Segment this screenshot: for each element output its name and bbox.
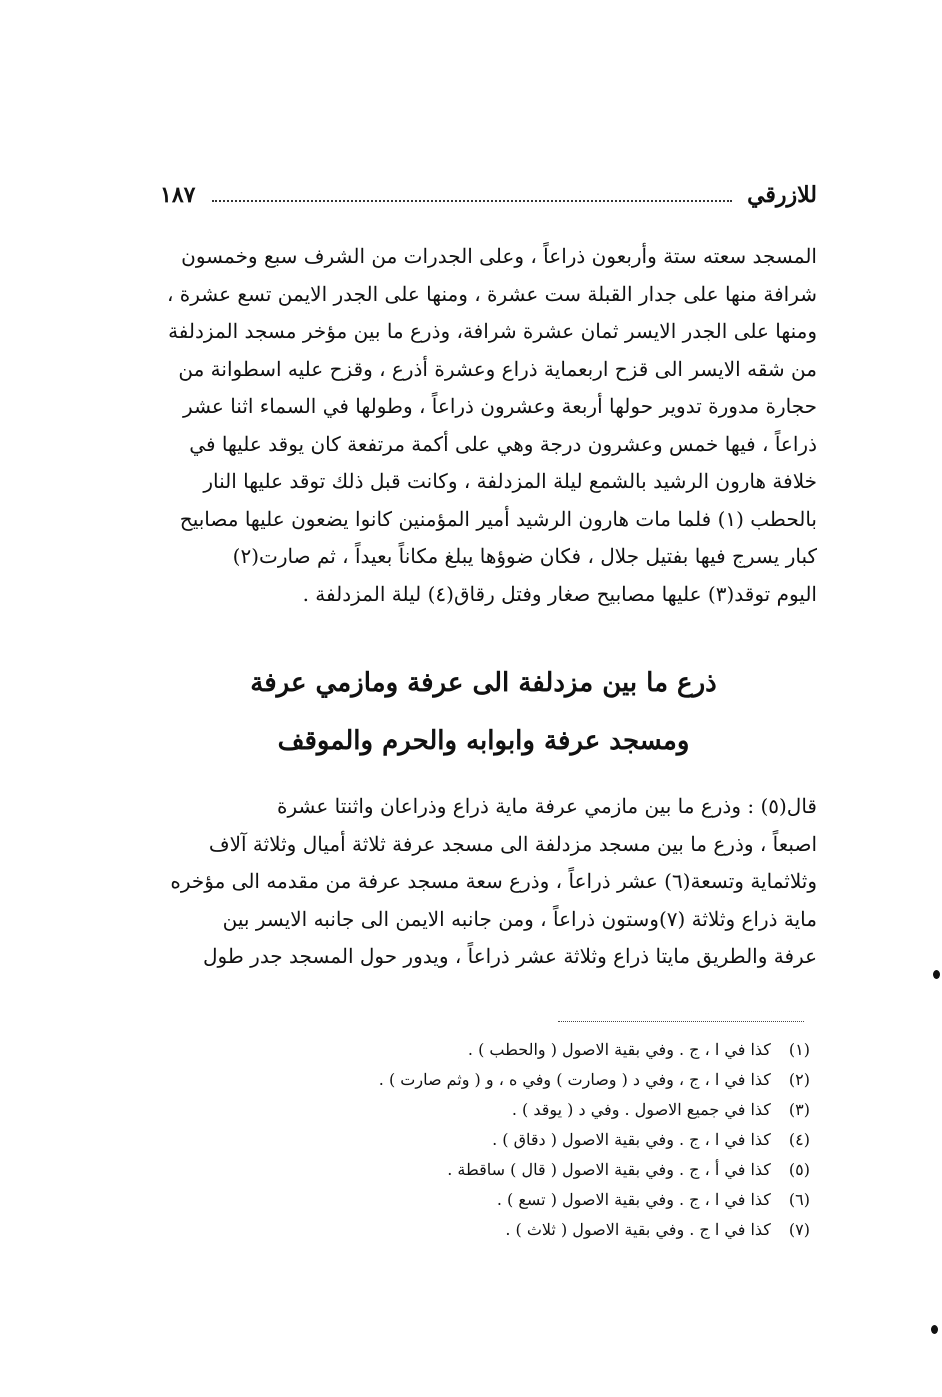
- section-heading-line-1: ذرع ما بين مزدلفة الى عرفة ومازمي عرفة: [250, 668, 717, 698]
- footnote-number: (٥): [788, 1160, 810, 1179]
- footnote-item: [250, 1185, 810, 1215]
- text-line: حجارة مدورة تدوير حولها أربعة وعشرون ذراعاً ، وطولها في السماء اثنا عشر: [183, 394, 817, 418]
- text-line: بالحطب (١) فلما مات هارون الرشيد أمير المؤمنين كانوا يضعون عليها مصابيح: [179, 506, 817, 531]
- footnote-text: كذا في ا ج . وفي بقية الاصول ( ثلاث ) .: [505, 1220, 771, 1239]
- footnote-number: (١): [788, 1040, 810, 1059]
- footnote-text: كذا في ا ، ج . وفي بقية الاصول ( والحطب ) .: [467, 1040, 771, 1059]
- text-line: المسجد سعته ستة وأربعون ذراعاً ، وعلى الجدرات من الشرف سبع وخمسون: [181, 244, 817, 268]
- text-line: اليوم توقد(٣) عليها مصابيح صغار وفتل رقاق(٤) ليلة المزدلفة .: [302, 581, 817, 606]
- text-line: اصبعاً ، وذرع ما بين مسجد مزدلفة الى مسجد عرفة ثلاثة أميال وثلاثة آلاف: [208, 831, 817, 856]
- text-line: من شقه الايسر الى قزح اربعماية ذراع وعشرة أذرع ، وقزح عليه اسطوانة من: [178, 356, 817, 381]
- paragraph-2: [150, 788, 817, 976]
- footnote-item: [250, 1155, 810, 1185]
- paragraph-1: [150, 238, 817, 613]
- footnote-number: (٤): [788, 1130, 810, 1149]
- scan-mark: [931, 1325, 938, 1334]
- text-line: وثلاثماية وتسعة(٦) عشر ذراعاً ، وذرع سعة مسجد عرفة من مقدمه الى مؤخره: [170, 869, 817, 893]
- footnote-item: [250, 1065, 810, 1095]
- footnote-separator: [558, 1021, 804, 1022]
- footnote-number: (٧): [788, 1220, 810, 1239]
- footnote-item: [250, 1095, 810, 1125]
- footnote-number: (٢): [788, 1070, 810, 1089]
- text-line: خلافة هارون الرشيد بالشمع ليلة المزدلفة ، وكانت قبل ذلك توقد عليها النار: [203, 469, 817, 493]
- footnote-text: كذا في ا ، ج . وفي بقية الاصول ( تسع ) .: [496, 1190, 771, 1209]
- footnote-text: كذا في أ ، ج . وفي بقية الاصول ( قال ) ساقطة .: [447, 1160, 771, 1179]
- footnote-number: (٦): [788, 1190, 810, 1209]
- footnotes-list: [250, 1035, 810, 1245]
- footnote-text: كذا في ا ، ج . وفي بقية الاصول ( دقاق ) .: [492, 1130, 771, 1149]
- text-line: قال(٥) : وذرع ما بين مازمي عرفة ماية ذراع وذراعان واثنتا عشرة: [277, 794, 817, 818]
- footnote-number: (٣): [788, 1100, 810, 1119]
- book-title: للازرقي: [747, 182, 817, 208]
- header-dotted-rule: [212, 200, 732, 202]
- text-line: ومنها على الجدر الايسر ثمان عشرة شرافة، وذرع ما بين مؤخر مسجد المزدلفة: [168, 319, 817, 343]
- text-line: عرفة والطريق مايتا ذراع وثلاثة عشر ذراعاً ، ويدور حول المسجد جدر طول: [203, 944, 817, 968]
- scan-mark: [933, 970, 940, 979]
- text-line: ماية ذراع وثلاثة (٧)وستون ذراعاً ، ومن جانبه الايمن الى جانبه الايسر بين: [222, 906, 817, 931]
- text-line: شرافة منها على جدار القبلة ست عشرة ، ومنها على الجدر الايمن تسع عشرة ،: [166, 281, 817, 306]
- footnote-item: [250, 1035, 810, 1065]
- footnote-item: [250, 1125, 810, 1155]
- section-heading-line-2: ومسجد عرفة وابوابه والحرم والموقف: [277, 726, 690, 756]
- footnote-item: [250, 1215, 810, 1245]
- page-number: ١٨٧: [160, 182, 196, 208]
- text-line: كبار يسرج فيها بفتيل جلال ، فكان ضوؤها يبلغ مكاناً بعيداً ، ثم صارت(٢): [232, 544, 817, 568]
- footnote-text: كذا في جميع الاصول . وفي د ( يوقد ) .: [511, 1100, 771, 1119]
- footnote-text: كذا في ا ، ج ، وفي د ( وصارت ) وفي ه ، و ( وثم صارت ) .: [378, 1070, 771, 1089]
- text-line: ذراعاً ، فيها خمس وعشرون درجة وهي على أكمة مرتفعة كان يوقد عليها في: [189, 431, 817, 456]
- running-header: [150, 182, 817, 222]
